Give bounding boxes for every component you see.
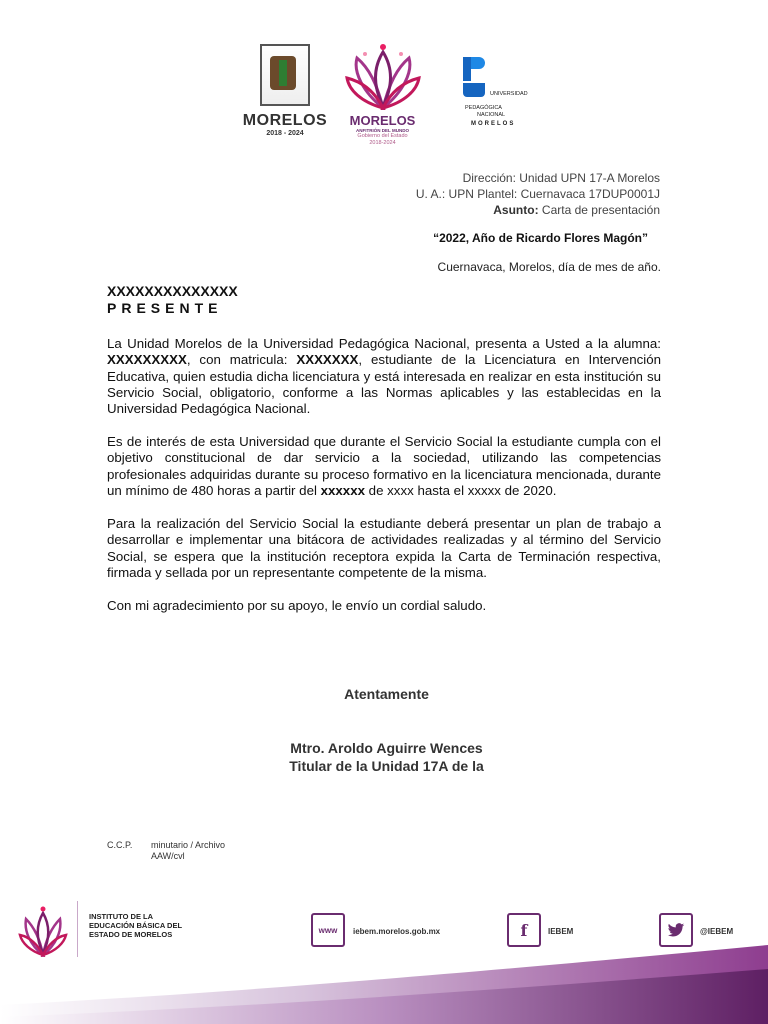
- upn-logo: [455, 55, 535, 135]
- gobierno-logo-line2: 2018-2024: [369, 140, 396, 146]
- ccp-line1: minutario / Archivo: [151, 840, 226, 850]
- atentamente: Atentamente: [344, 686, 429, 702]
- morelos-coat-of-arms-logo: [240, 44, 330, 144]
- upn-logo-lines: PEDAGÓGICA NACIONAL: [465, 105, 506, 118]
- paragraph-2: Es de interés de esta Universidad que durante el Servicio Social la estudiante cumpla con el objetivo constitucional de dar servicio a la sociedad, utilizando las competencias profesionales adquiridas durante su proceso formativo en la licenciatura mencionada, durante un mínimo de 480 horas a partir del xxxxxx de xxxx hasta el xxxxx de 2020.: [107, 434, 661, 498]
- gobierno-logo-name: MORELOS: [349, 113, 416, 128]
- facebook-link[interactable]: IEBEM: [548, 927, 574, 936]
- presente: PRESENTE: [107, 300, 223, 316]
- twitter-icon[interactable]: [659, 913, 693, 947]
- twitter-link[interactable]: @IEBEM: [700, 927, 734, 936]
- firmante-cargo: Titular de la Unidad 17A de la: [289, 758, 484, 774]
- destinatario: XXXXXXXXXXXXXX: [107, 283, 238, 299]
- iebem-institution-name: INSTITUTO DE LA EDUCACIÓN BÁSICA DEL ESTADO DE MORELOS: [89, 912, 183, 939]
- morelos-logo-years: 2018 - 2024: [266, 130, 304, 137]
- website-link[interactable]: iebem.morelos.gob.mx: [353, 927, 441, 936]
- signature-block: [0, 739, 768, 775]
- unidad-academica-line: U. A.: UPN Plantel: Cuernavaca 17DUP0001J: [415, 187, 660, 201]
- asunto-line: [493, 203, 660, 217]
- fecha: Cuernavaca, Morelos, día de mes de año.: [437, 260, 661, 274]
- ccp-block: [107, 840, 226, 861]
- destinatario-block: [107, 283, 238, 317]
- lema: “2022, Año de Ricardo Flores Magón”: [433, 231, 648, 245]
- paragraph-4: Con mi agradecimiento por su apoyo, le envío un cordial saludo.: [107, 598, 487, 613]
- shield-icon: [260, 44, 310, 106]
- asunto-label: Asunto:: [493, 203, 539, 217]
- gobierno-morelos-logo: [340, 42, 425, 152]
- gobierno-logo-tagline: ANFITRIÓN DEL MUNDO: [356, 128, 409, 133]
- iebem-lotus-icon: [18, 905, 68, 957]
- website-icon[interactable]: www: [311, 913, 345, 947]
- lotus-flower-icon: [343, 42, 423, 110]
- direccion-line: Dirección: Unidad UPN 17-A Morelos: [462, 171, 660, 185]
- asunto-value: Carta de presentación: [538, 203, 660, 217]
- paragraph-3: Para la realización del Servicio Social la estudiante deberá presentar un plan de trabajo a desarrollar e implementar una bitácora de actividades realizadas y al término del Servicio Social, se espera que la institución receptora expida la Carta de Terminación respectiva, firmada y sellada por un representante competente de la misma.: [107, 516, 661, 580]
- alumna-name: XXXXXXXXX: [107, 352, 187, 368]
- ccp-line2: AAW/cvl: [151, 851, 185, 861]
- paragraph-1: La Unidad Morelos de la Universidad Pedagógica Nacional, presenta a Usted a la alumna: XXXXXXXXX, con matricula: XXXXXXX, estudiante de la Licenciatura en Intervención Educativa, quien estudia dicha licenciatura y está interesada en realizar en esta institución su Servicio Social, obligatorio, conforme a las Normas aplicables y las establecidas en la Universidad Pedagógica Nacional.: [107, 336, 661, 417]
- ccp-label: C.C.P.: [107, 840, 133, 850]
- facebook-icon[interactable]: f: [507, 913, 541, 947]
- upn-logo-line4: MORELOS: [471, 121, 516, 127]
- footer-wave-decoration: [0, 945, 768, 1024]
- upn-logo-line1: UNIVERSIDAD: [490, 91, 528, 97]
- firmante-name: Mtro. Aroldo Aguirre Wences: [290, 740, 483, 756]
- upn-mark-icon: [463, 57, 487, 97]
- morelos-logo-name: MORELOS: [242, 112, 328, 129]
- matricula-value: XXXXXXX: [296, 352, 359, 368]
- gobierno-logo-line1: Gobierno del Estado: [357, 133, 408, 139]
- fecha-inicio-value: xxxxxx: [320, 482, 365, 498]
- footer-divider: [77, 901, 78, 957]
